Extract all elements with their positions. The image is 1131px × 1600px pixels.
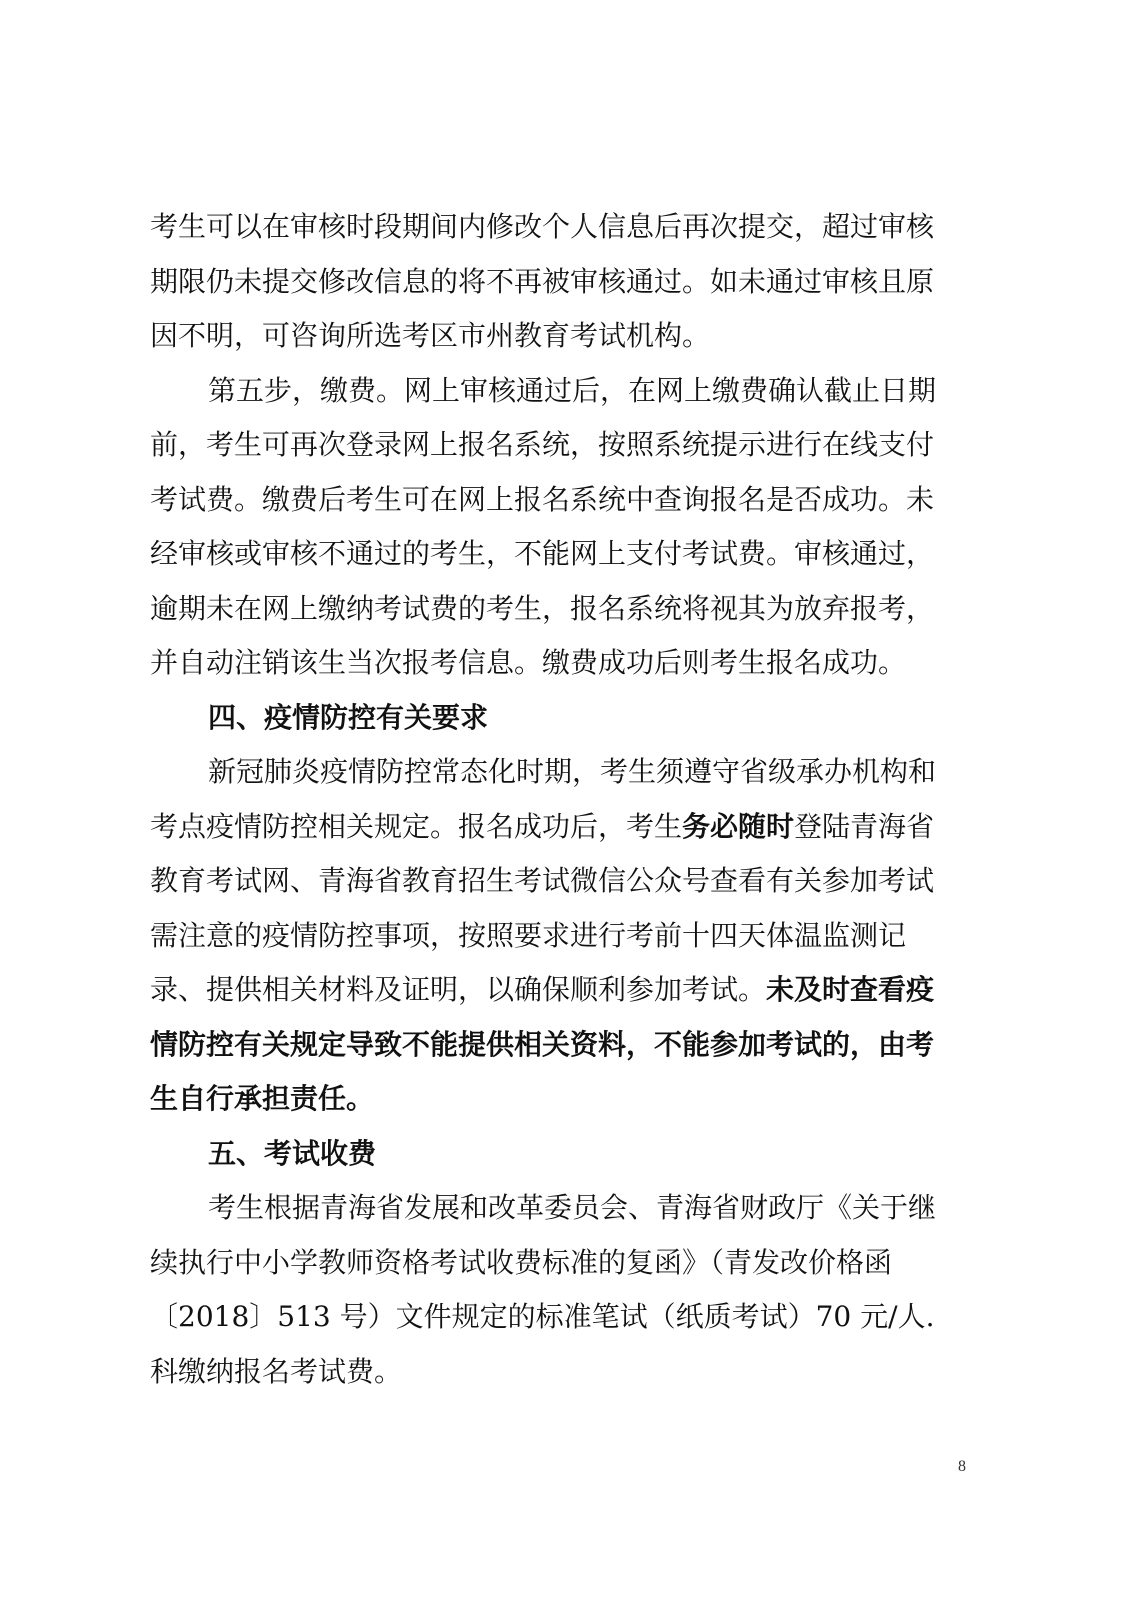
text-line: 考试费。缴费后考生可在网上报名系统中查询报名是否成功。未 [150, 482, 935, 516]
text-line: 考生根据青海省发展和改革委员会、青海省财政厅《关于继 [208, 1191, 937, 1224]
text-line: 需注意的疫情防控事项，按照要求进行考前十四天体温监测记 [150, 918, 907, 952]
section-heading-epidemic: 四、疫情防控有关要求 [208, 700, 489, 734]
text-line [150, 800, 980, 855]
text-line [150, 963, 980, 1018]
text-line: 经审核或审核不通过的考生，不能网上支付考试费。审核通过， [150, 537, 935, 570]
text-line: 新冠肺炎疫情防控常态化时期，考生须遵守省级承办机构和 [208, 755, 937, 788]
text-span: 录、提供相关材料及证明，以确保顺利参加考试。 [150, 973, 767, 1006]
text-line: 第五步，缴费。网上审核通过后，在网上缴费确认截止日期 [208, 373, 937, 407]
document-body [150, 200, 980, 1399]
text-span: 登陆青海省 [794, 809, 935, 843]
emphasis-text: 未及时查看疫 [766, 973, 935, 1006]
text-span: 考点疫情防控相关规定。报名成功后，考生 [150, 809, 683, 843]
page-number: 8 [958, 1458, 966, 1475]
emphasis-line: 情防控有关规定导致不能提供相关资料，不能参加考试的，由考 [150, 1027, 935, 1061]
text-line: 教育考试网、青海省教育招生考试微信公众号查看有关参加考试 [150, 864, 935, 897]
text-line: 并自动注销该生当次报考信息。缴费成功后则考生报名成功。 [150, 646, 907, 679]
text-line: 前，考生可再次登录网上报名系统，按照系统提示进行在线支付 [150, 428, 935, 461]
text-line: 续执行中小学教师资格考试收费标准的复函》（青发改价格函 [150, 1245, 893, 1279]
text-line: 考生可以在审核时段期间内修改个人信息后再次提交，超过审核 [150, 210, 935, 243]
section-heading-fees: 五、考试收费 [208, 1136, 377, 1170]
text-line: 因不明，可咨询所选考区市州教育考试机构。 [150, 319, 711, 352]
text-line: 逾期未在网上缴纳考试费的考生，报名系统将视其为放弃报考， [150, 591, 935, 625]
text-line: 〔2018〕513 号）文件规定的标准笔试（纸质考试）70 元/人. [150, 1300, 935, 1333]
emphasis-text: 务必随时 [682, 809, 795, 843]
emphasis-line: 生自行承担责任。 [150, 1082, 375, 1115]
text-line: 科缴纳报名考试费。 [150, 1354, 403, 1388]
text-line: 期限仍未提交修改信息的将不再被审核通过。如未通过审核且原 [150, 264, 935, 298]
